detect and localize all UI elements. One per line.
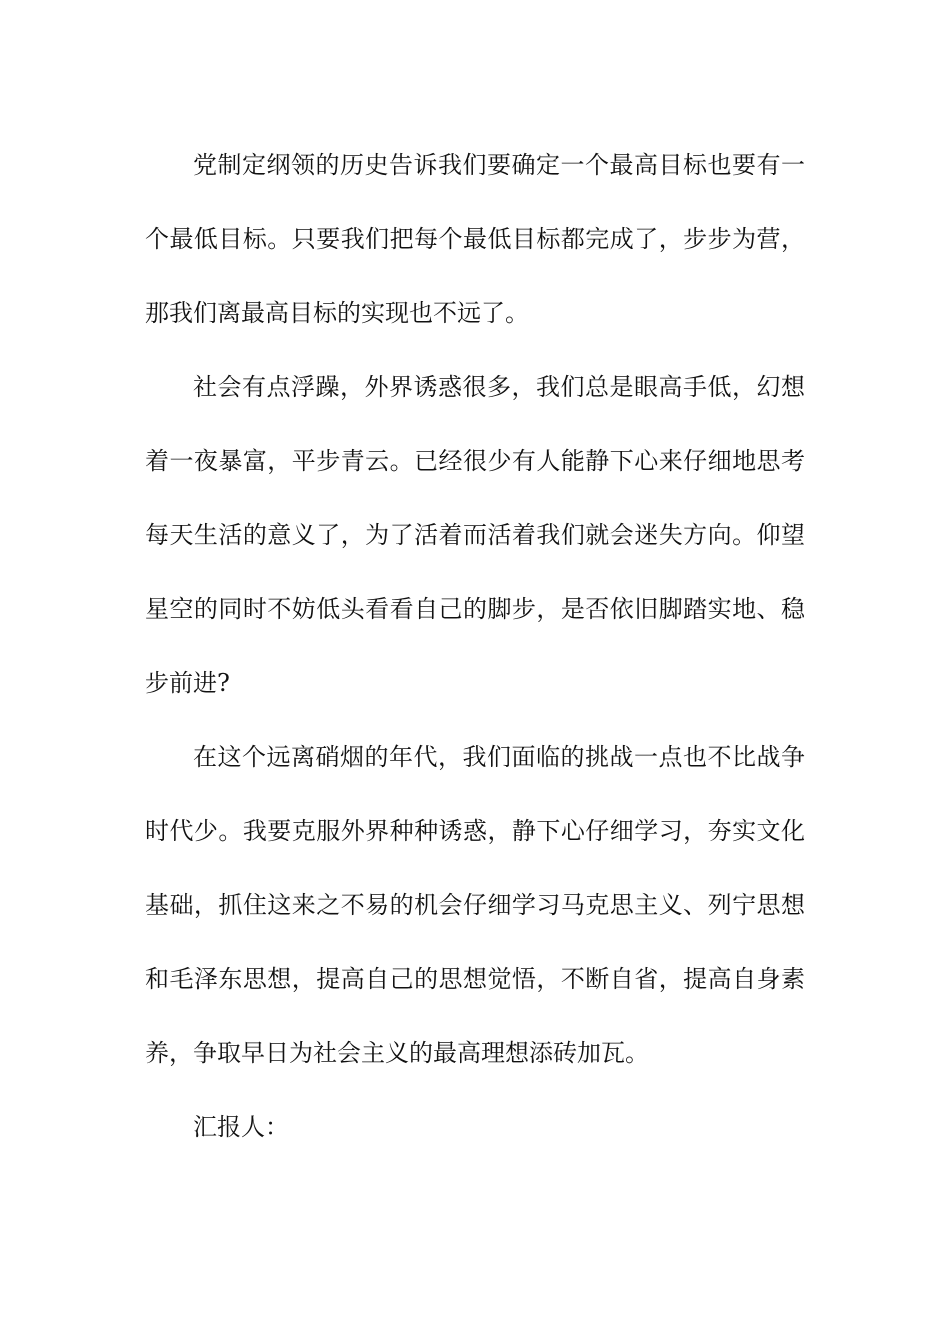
paragraph-society: 社会有点浮躁，外界诱惑很多，我们总是眼高手低，幻想着一夜暴富，平步青云。已经很少有人能静下心来仔细地思考每天生活的意义了，为了活着而活着我们就会迷失方向。仰望星空的同时不妨低头看看自己的脚步，是否依旧脚踏实地、稳步前进? xyxy=(145,373,805,697)
signature-label: 汇报人： xyxy=(193,1113,289,1141)
paragraph-challenge: 在这个远离硝烟的年代，我们面临的挑战一点也不比战争时代少。我要克服外界种种诱惑，静下心仔细学习，夯实文化基础，抓住这来之不易的机会仔细学习马克思主义、列宁思想和毛泽东思想，提高自己的思想觉悟，不断自省，提高自身素养，争取早日为社会主义的最高理想添砖加瓦。 xyxy=(145,743,805,1067)
paragraph-goals: 党制定纲领的历史告诉我们要确定一个最高目标也要有一个最低目标。只要我们把每个最低目标都完成了，步步为营，那我们离最高目标的实现也不远了。 xyxy=(145,151,805,327)
document-body xyxy=(145,128,805,1164)
